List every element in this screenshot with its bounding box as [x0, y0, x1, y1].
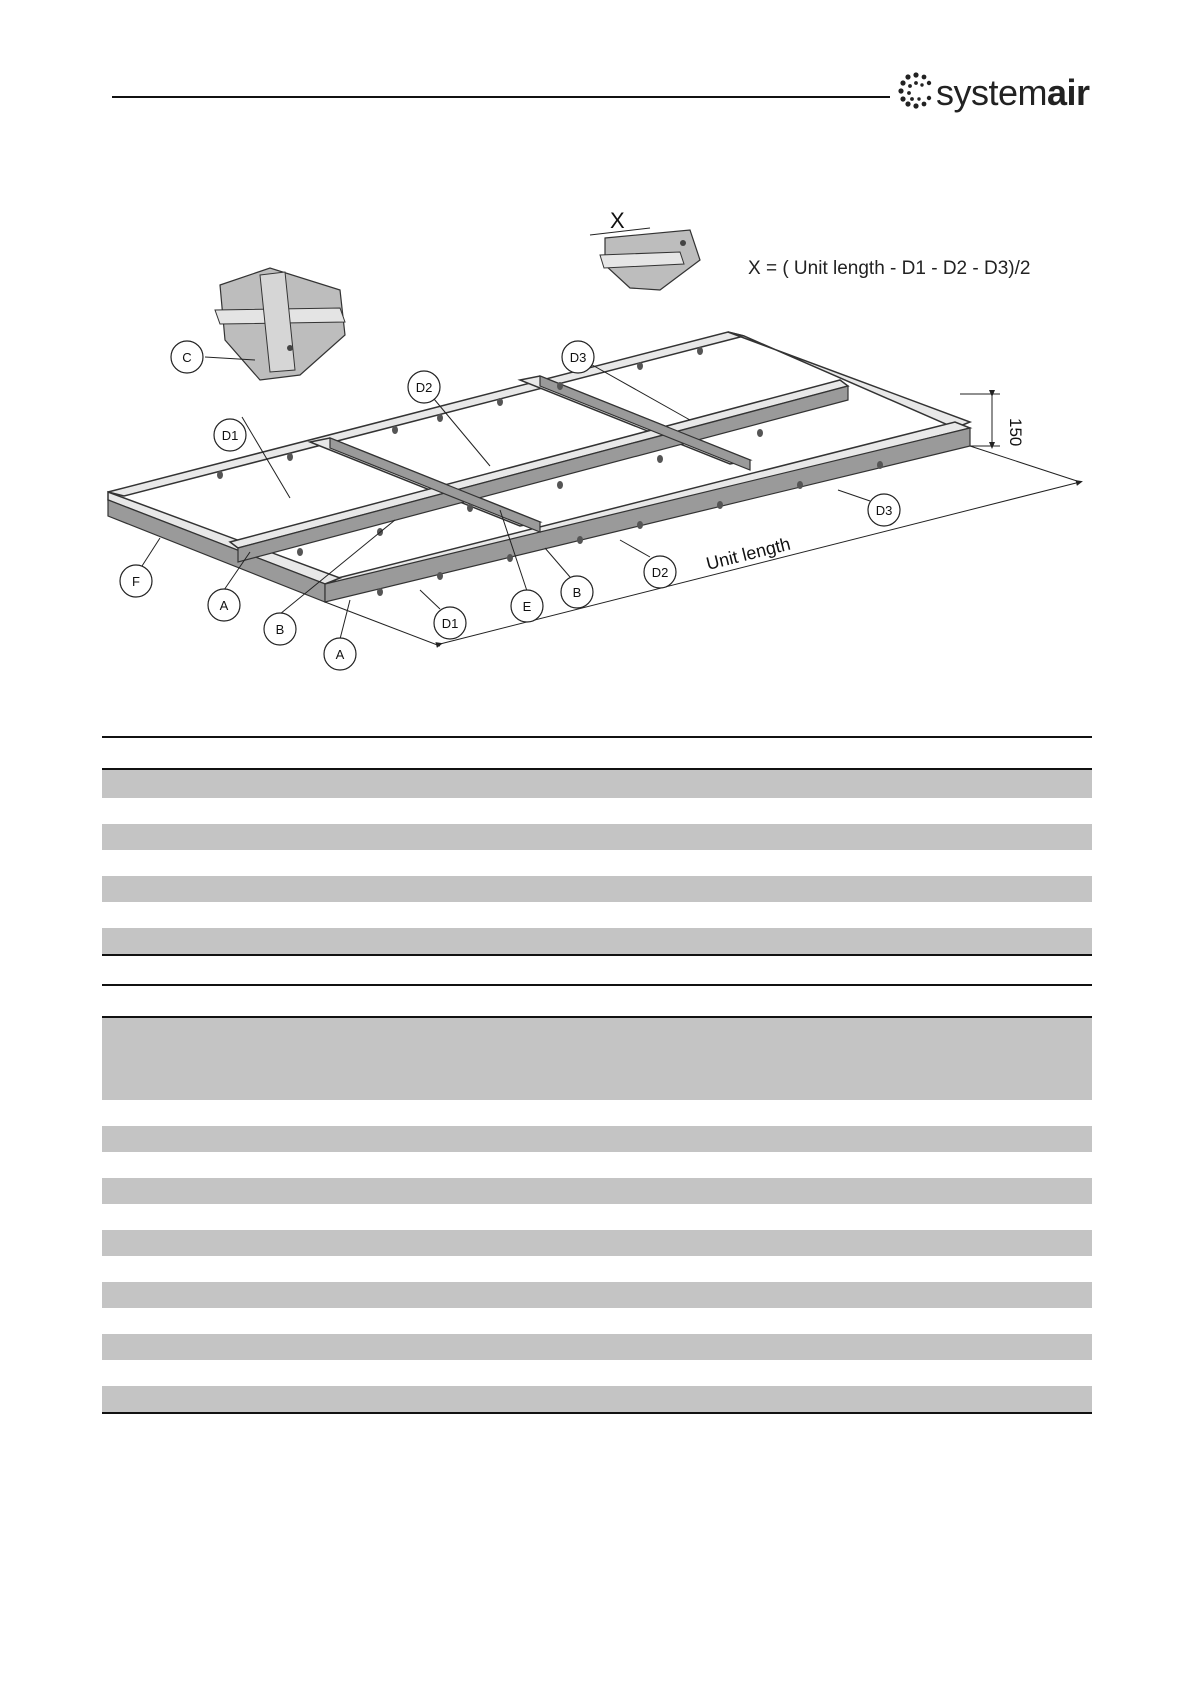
frame-sides [108, 376, 970, 602]
table-row [102, 824, 1092, 850]
brand-bold: air [1047, 72, 1090, 113]
formula-text: X = ( Unit length - D1 - D2 - D3)/2 [748, 258, 1031, 279]
table-row [102, 1018, 1092, 1100]
table-rule [102, 736, 1092, 738]
callout-label: D3 [569, 350, 587, 365]
callout-label: A [219, 598, 229, 613]
table-row [102, 928, 1092, 954]
table-row [102, 1230, 1092, 1256]
callout-label: F [132, 574, 140, 589]
table-row [102, 902, 1092, 928]
dimensions-table-1 [102, 736, 1092, 956]
table-row [102, 1308, 1092, 1334]
table-rule [102, 1412, 1092, 1414]
brand-name [936, 72, 1090, 114]
callout-label: D2 [651, 565, 669, 580]
callout-leaders [142, 357, 870, 639]
systemair-dots-icon [896, 70, 936, 110]
dimension-length: Unit length [704, 533, 793, 574]
callout-label: D1 [441, 616, 459, 631]
table-row [102, 1204, 1092, 1230]
callout-label: C [182, 350, 192, 365]
table-row [102, 770, 1092, 798]
table-row [102, 1178, 1092, 1204]
dimensions-table-2 [102, 984, 1092, 1424]
dimension-height: 150 [1006, 418, 1025, 447]
table-row [102, 798, 1092, 824]
table-row [102, 850, 1092, 876]
table-rule [102, 954, 1092, 956]
systemair-logo [896, 70, 1090, 113]
detail-cross-joint [215, 268, 345, 380]
detail-foot [590, 228, 700, 290]
callout-label: D3 [875, 503, 893, 518]
callout-label: D1 [221, 428, 239, 443]
table-row [102, 1100, 1092, 1126]
table-row [102, 1256, 1092, 1282]
table-row [102, 1360, 1092, 1386]
header-rule [112, 96, 890, 98]
table-row [102, 1334, 1092, 1360]
table-rule [102, 984, 1092, 986]
callout-label: B [275, 622, 285, 637]
table-row [102, 1386, 1092, 1412]
callout-label: D2 [415, 380, 433, 395]
table-row [102, 1282, 1092, 1308]
callout-label: B [572, 585, 582, 600]
brand-light: system [936, 72, 1048, 113]
base-frame-drawing [0, 180, 1190, 680]
table-row [102, 1152, 1092, 1178]
table-row [102, 876, 1092, 902]
callout-label: A [335, 647, 345, 662]
dimension-x: X [610, 208, 625, 233]
callout-label: E [522, 599, 532, 614]
table-row [102, 1126, 1092, 1152]
